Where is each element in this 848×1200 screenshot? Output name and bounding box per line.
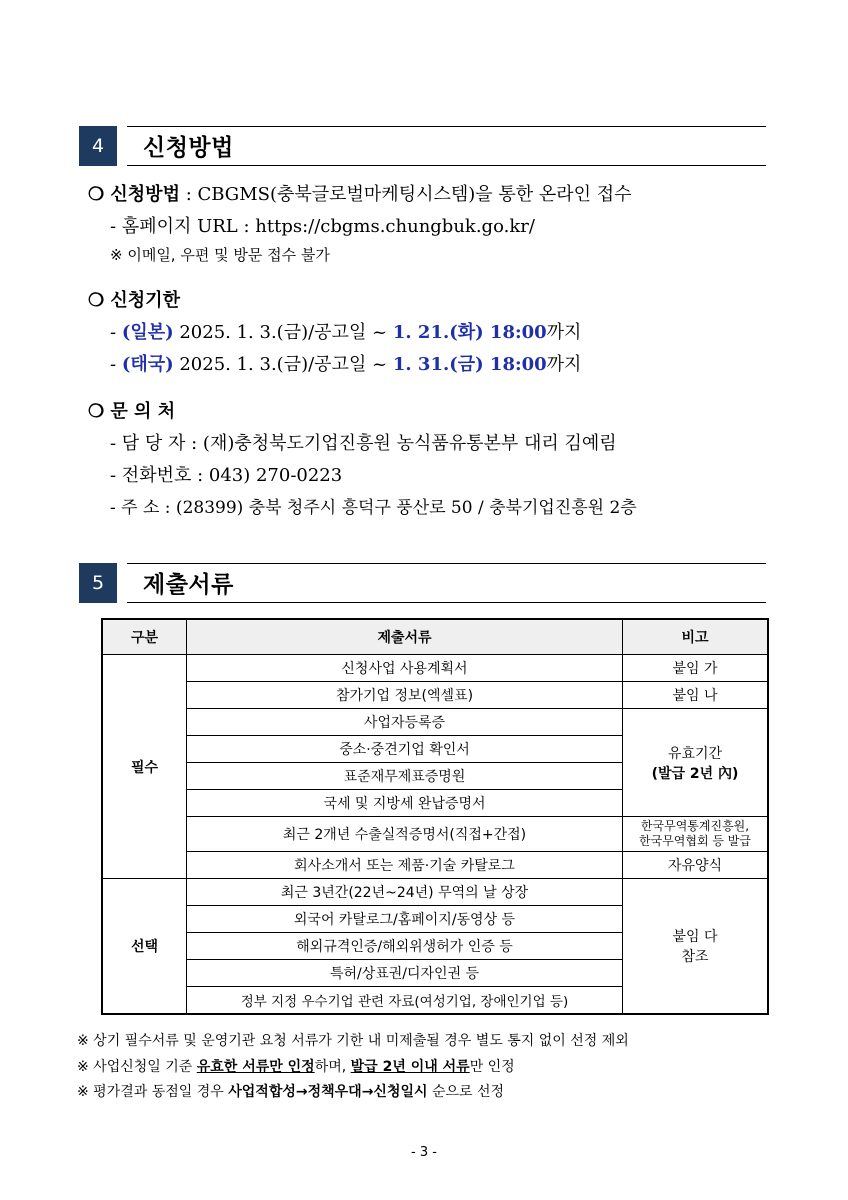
column-header: 비고: [623, 619, 769, 655]
section-number: 5: [79, 563, 117, 603]
doc-cell: 참가기업 정보(엑셀표): [187, 682, 623, 709]
table-row: [102, 682, 768, 709]
page-number: - 3 -: [411, 1145, 437, 1160]
doc-cell: 중소·중견기업 확인서: [187, 736, 623, 763]
note-cell-attach-c: [623, 879, 769, 1015]
submission-note: ※ 이메일, 우편 및 방문 접수 불가: [110, 246, 330, 264]
table-row: [102, 709, 768, 736]
deadline-thailand: [110, 350, 581, 376]
method-heading: ❍ 신청방법: [88, 184, 180, 205]
method-line: [88, 180, 632, 206]
footnote-text: ※ 사업신청일 기준: [77, 1059, 197, 1075]
column-header: 제출서류: [187, 619, 623, 655]
doc-cell: 최근 2개년 수출실적증명서(직접+간접): [187, 817, 623, 852]
note-text: (발급 2년 內): [651, 765, 739, 782]
note-text: 참조: [681, 949, 709, 965]
note-cell-validity: [623, 709, 769, 817]
footnote-text: ※ 평가결과 동점일 경우: [77, 1084, 229, 1100]
section-title: 신청방법: [143, 135, 234, 161]
footnote-emphasis: 사업적합성→정책우대→신청일시: [228, 1084, 428, 1100]
documents-table: [101, 618, 769, 1015]
contact-phone: - 전화번호 : 043) 270-0223: [110, 465, 343, 486]
doc-cell: 최근 3년간(22년~24년) 무역의 날 상장: [187, 879, 623, 906]
method-text: : CBGMS(충북글로벌마케팅시스템)을 통한 온라인 접수: [179, 184, 632, 205]
table-row: [102, 852, 768, 879]
end-date: 1. 21.(화) 18:00: [392, 322, 547, 343]
note-text: 한국무역협회 등 발급: [639, 834, 751, 848]
dash: -: [110, 322, 122, 343]
contact-heading: ❍ 문 의 처: [88, 401, 176, 422]
section-title: 제출서류: [143, 572, 234, 598]
footnote-2: [77, 1056, 515, 1076]
note-text: 붙임 다: [672, 929, 718, 945]
divider: [127, 602, 766, 603]
footnote-text: 만 인정: [469, 1059, 515, 1075]
contact-person: - 담 당 자 : (재)충청북도기업진흥원 농식품유통본부 대리 김예림: [110, 433, 617, 454]
table-row: [102, 817, 768, 852]
doc-cell: 해외규격인증/해외위생허가 인증 등: [187, 933, 623, 960]
footnote-3: [77, 1081, 504, 1101]
until: 까지: [546, 322, 582, 343]
divider: [127, 126, 766, 127]
doc-cell: 외국어 카탈로그/홈페이지/동영상 등: [187, 906, 623, 933]
column-header: 구분: [102, 619, 187, 655]
note-cell: 자유양식: [623, 852, 769, 879]
doc-cell: 국세 및 지방세 완납증명서: [187, 790, 623, 817]
note-cell: 붙임 가: [623, 655, 769, 682]
category-optional: 선택: [102, 879, 187, 1015]
doc-cell: 신청사업 사용계획서: [187, 655, 623, 682]
table-row: [102, 879, 768, 906]
footnote-emphasis: 유효한 서류만 인정: [196, 1059, 315, 1075]
start-date: 2025. 1. 3.(금)/공고일 ~: [173, 354, 393, 375]
divider: [127, 165, 766, 166]
section-5-header: [79, 563, 766, 603]
doc-cell: 특허/상표권/디자인권 등: [187, 960, 623, 987]
table-row: [102, 655, 768, 682]
divider: [127, 563, 766, 564]
country-label: (일본): [121, 322, 174, 343]
end-date: 1. 31.(금) 18:00: [392, 354, 547, 375]
footnote-1: ※ 상기 필수서류 및 운영기관 요청 서류가 기한 내 미제출될 경우 별도 통지 없이 선정 제외: [77, 1033, 629, 1049]
homepage-url: - 홈페이지 URL : https://cbgms.chungbuk.go.kr/: [110, 216, 535, 237]
doc-cell: 표준재무제표증명원: [187, 763, 623, 790]
section-4-header: [79, 126, 766, 166]
note-cell: 붙임 나: [623, 682, 769, 709]
table-header-row: [102, 619, 768, 655]
until: 까지: [546, 354, 582, 375]
contact-address: - 주 소 : (28399) 충북 청주시 흥덕구 풍산로 50 / 충북기업진흥원 2층: [110, 498, 637, 518]
note-text: 유효기간: [667, 745, 723, 762]
doc-cell: 사업자등록증: [187, 709, 623, 736]
dash: -: [110, 354, 122, 375]
footnote-emphasis: 발급 2년 이내 서류: [350, 1059, 470, 1075]
footnote-text: 순으로 선정: [427, 1084, 505, 1100]
footnote-text: 하며,: [314, 1059, 351, 1075]
section-number: 4: [79, 126, 117, 166]
deadline-heading: ❍ 신청기한: [88, 290, 180, 311]
note-cell-trade: [623, 817, 769, 852]
start-date: 2025. 1. 3.(금)/공고일 ~: [173, 322, 393, 343]
deadline-japan: [110, 318, 581, 344]
doc-cell: 회사소개서 또는 제품·기술 카탈로그: [187, 852, 623, 879]
category-required: 필수: [102, 655, 187, 879]
country-label: (태국): [121, 354, 174, 375]
note-text: 한국무역통계진흥원,: [640, 819, 750, 833]
doc-cell: 정부 지정 우수기업 관련 자료(여성기업, 장애인기업 등): [187, 987, 623, 1015]
